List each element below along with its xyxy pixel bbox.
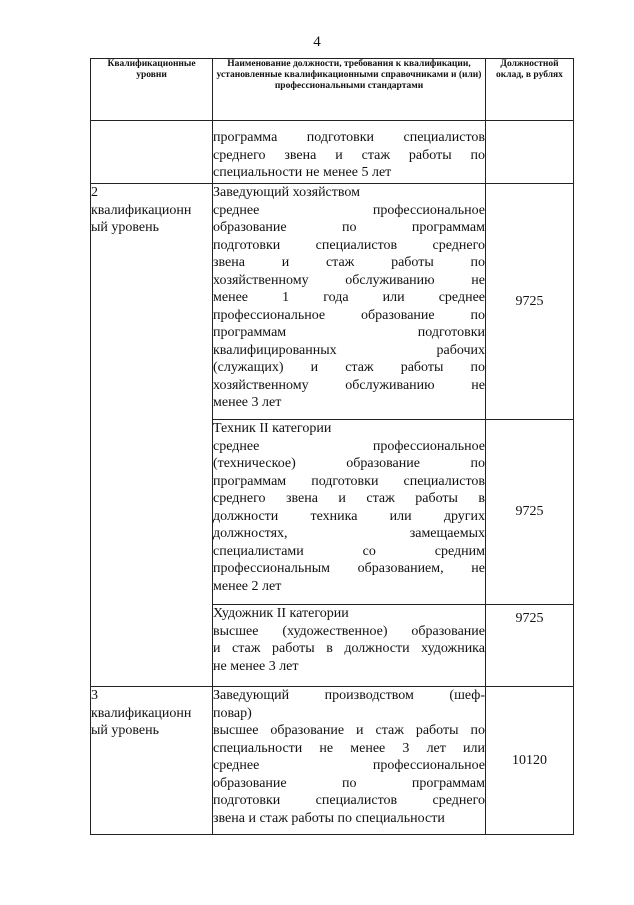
position-cell: [213, 420, 486, 605]
desc-line: программам подготовки: [213, 325, 485, 340]
desc-line: профессиональным образованием, не: [213, 561, 485, 576]
page-number: 4: [313, 34, 321, 50]
desc-line: Художник II категории: [213, 606, 349, 621]
desc-line: подготовки специалистов среднего: [213, 237, 485, 253]
level-cell: 2 квалификационн ый уровень: [91, 184, 213, 687]
desc-line: не менее 3 лет: [213, 658, 299, 674]
desc-line: должности техника или других: [213, 508, 485, 524]
desc-line: среднее профессиональное: [213, 202, 485, 218]
desc-line: Техник II категории: [213, 421, 332, 436]
desc-line: высшее образование и стаж работы по: [213, 723, 485, 738]
table-row: [91, 687, 574, 835]
desc-line: Заведующий хозяйством: [213, 185, 360, 200]
desc-line: среднее профессиональное: [213, 438, 485, 454]
table-row: [91, 121, 574, 184]
table-row: [91, 184, 574, 420]
position-cell: [213, 184, 486, 420]
qualification-table: [90, 58, 574, 835]
desc-line: специальности не менее 5 лет: [213, 165, 392, 180]
position-cell: [213, 121, 486, 184]
desc-line: специальности не менее 3 лет или: [213, 740, 485, 756]
desc-line: среднего звена и стаж работы по: [213, 147, 485, 163]
desc-line: профессиональное образование по: [213, 307, 485, 323]
desc-line: менее 2 лет: [213, 578, 282, 594]
desc-line: звена и стаж работы по: [213, 255, 485, 270]
desc-line: высшее (художественное) образование: [213, 623, 485, 639]
header-levels: Квалификационные уровни: [91, 59, 213, 121]
desc-line: хозяйственному обслуживанию не: [213, 377, 485, 393]
desc-line: специалистами со средним: [213, 543, 485, 559]
desc-line: (техническое) образование по: [213, 456, 485, 471]
desc-line: менее 1 года или среднее: [213, 290, 485, 305]
desc-line: образование по программам: [213, 775, 485, 791]
desc-line: (служащих) и стаж работы по: [213, 360, 485, 375]
desc-line: среднее профессиональное: [213, 758, 485, 773]
desc-line: менее 3 лет: [213, 395, 282, 410]
table-header-row: [91, 59, 574, 121]
position-cell: [213, 605, 486, 687]
desc-line: образование по программам: [213, 220, 485, 235]
level-cell: [91, 121, 213, 184]
level-cell: 3 квалификационн ый уровень: [91, 687, 213, 835]
salary-cell: 9725: [486, 605, 574, 687]
desc-line: и стаж работы в должности художника: [213, 641, 485, 656]
desc-line: звена и стаж работы по специальности: [213, 810, 445, 826]
desc-line: подготовки специалистов среднего: [213, 793, 485, 808]
desc-line: квалифицированных рабочих: [213, 342, 485, 358]
desc-line: хозяйственному обслуживанию не: [213, 272, 485, 288]
salary-cell: 9725: [486, 184, 574, 420]
desc-line: повар): [213, 705, 252, 721]
header-salary: Должностной оклад, в рублях: [486, 59, 574, 121]
desc-line: программа подготовки специалистов: [213, 130, 485, 145]
desc-line: должностях, замещаемых: [213, 526, 485, 541]
position-cell: [213, 687, 486, 835]
salary-cell: 10120: [486, 687, 574, 835]
desc-line: Заведующий производством (шеф-: [213, 688, 485, 703]
desc-line: среднего звена и стаж работы в: [213, 491, 485, 506]
salary-cell: 9725: [486, 420, 574, 605]
header-position: Наименование должности, требования к квалификации, установленные квалификационными справочниками и (или) профессиональными стандартами: [213, 59, 486, 121]
desc-line: программам подготовки специалистов: [213, 473, 485, 489]
salary-cell: [486, 121, 574, 184]
